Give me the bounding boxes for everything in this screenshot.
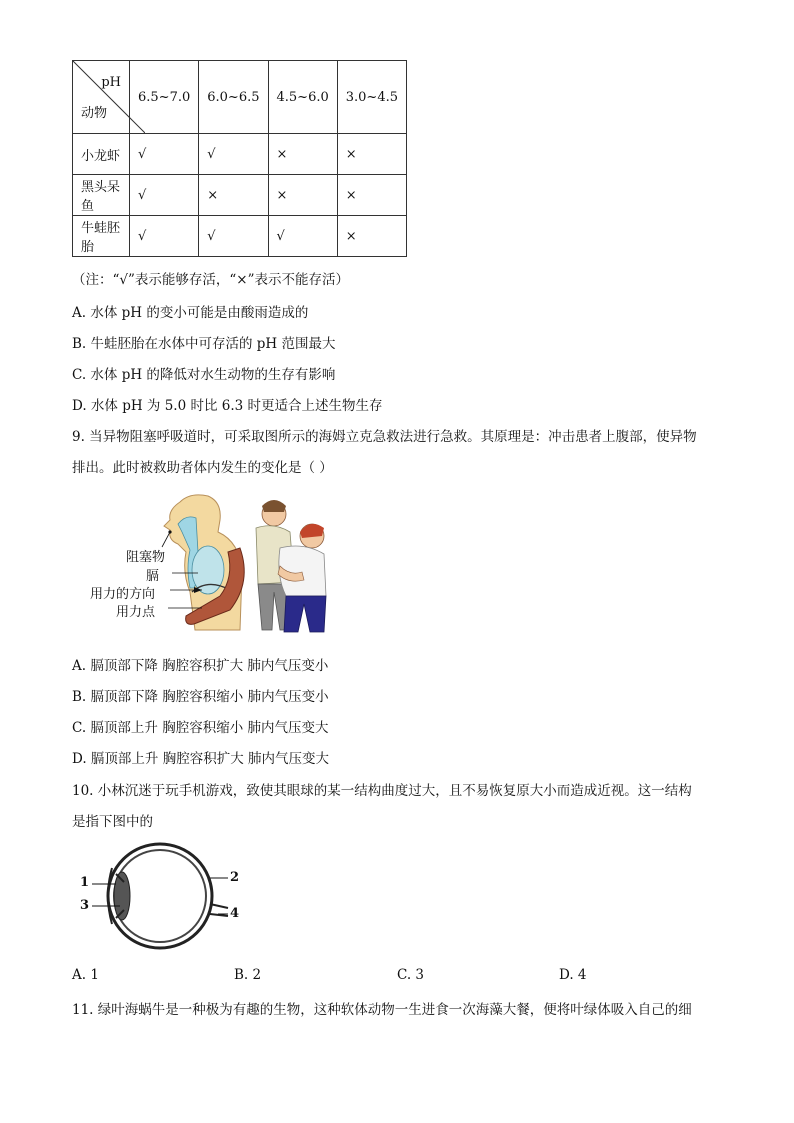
table-row (73, 175, 407, 216)
q11-stem-line1: 11. 绿叶海蜗牛是一种极为有趣的生物，这种软体动物一生进食一次海藻大餐，便将叶绿体吸入自己的细 (72, 1002, 692, 1018)
table-cell: × (268, 134, 337, 175)
q8-option-b: B. 牛蛙胚胎在水体中可存活的 pH 范围最大 (72, 336, 336, 352)
table-header-row (73, 61, 407, 134)
table-cell: √ (268, 216, 337, 257)
header-animal-label: 动物 (81, 106, 108, 121)
table-cell: √ (130, 134, 199, 175)
table-cell: × (337, 134, 406, 175)
q8-option-c: C. 水体 pH 的降低对水生动物的生存有影响 (72, 367, 336, 383)
row-animal-name: 小龙虾 (73, 134, 130, 175)
diagonal-header-cell (73, 61, 130, 134)
label-force-point: 用力点 (116, 605, 156, 620)
header-ph-label: pH (101, 75, 121, 90)
heimlich-figure (90, 492, 340, 634)
label-blockage: 阻塞物 (126, 550, 166, 565)
table-cell: √ (130, 216, 199, 257)
q10-option-a: A. 1 (72, 967, 99, 983)
table-note: （注：“√”表示能够存活，“×”表示不能存活） (72, 272, 350, 288)
diagonal-line (73, 61, 145, 133)
table-cell: × (337, 175, 406, 216)
q10-option-c: C. 3 (397, 967, 425, 983)
q9-stem-line1: 9. 当异物阻塞呼吸道时，可采取图所示的海姆立克急救法进行急救。其原理是：冲击患者上腹部，使异物 (72, 429, 697, 445)
table-cell: × (268, 175, 337, 216)
table-cell: × (337, 216, 406, 257)
row-animal-name: 牛蛙胚胎 (73, 216, 130, 257)
eye-label-3: 3 (80, 898, 90, 913)
table-row (73, 216, 407, 257)
row-animal-name: 黑头呆鱼 (73, 175, 130, 216)
eye-label-1: 1 (80, 875, 90, 890)
q9-option-d: D. 膈顶部上升 胸腔容积扩大 肺内气压变大 (72, 751, 330, 767)
label-diaphragm: 膈 (146, 569, 160, 584)
eye-figure (78, 838, 248, 956)
q10-stem-line2: 是指下图中的 (72, 814, 153, 830)
q10-option-b: B. 2 (234, 967, 262, 983)
ph-survival-table (72, 60, 407, 257)
q9-stem-line2: 排出。此时被救助者体内发生的变化是（ ） (72, 460, 333, 476)
table-cell: √ (199, 134, 268, 175)
q8-option-d: D. 水体 pH 为 5.0 时比 6.3 时更适合上述生物生存 (72, 398, 383, 414)
column-header: 4.5~6.0 (268, 61, 337, 134)
table-cell: √ (130, 175, 199, 216)
table-cell: √ (199, 216, 268, 257)
label-force-direction: 用力的方向 (90, 587, 156, 602)
q10-stem-line1: 10. 小林沉迷于玩手机游戏，致使其眼球的某一结构曲度过大，且不易恢复原大小而造成近视。这一结构 (72, 783, 692, 799)
q9-option-b: B. 膈顶部下降 胸腔容积缩小 肺内气压变小 (72, 689, 329, 705)
eye-label-2: 2 (230, 870, 240, 885)
q10-option-d: D. 4 (559, 967, 587, 983)
eyeball-diagram (78, 838, 248, 956)
column-header: 6.0~6.5 (199, 61, 268, 134)
table-row (73, 134, 407, 175)
q9-option-a: A. 膈顶部下降 胸腔容积扩大 肺内气压变小 (72, 658, 329, 674)
column-header: 6.5~7.0 (130, 61, 199, 134)
q9-option-c: C. 膈顶部上升 胸腔容积缩小 肺内气压变大 (72, 720, 329, 736)
eye-label-4: 4 (230, 906, 240, 921)
table-cell: × (199, 175, 268, 216)
column-header: 3.0~4.5 (337, 61, 406, 134)
q8-option-a: A. 水体 pH 的变小可能是由酸雨造成的 (72, 305, 309, 321)
